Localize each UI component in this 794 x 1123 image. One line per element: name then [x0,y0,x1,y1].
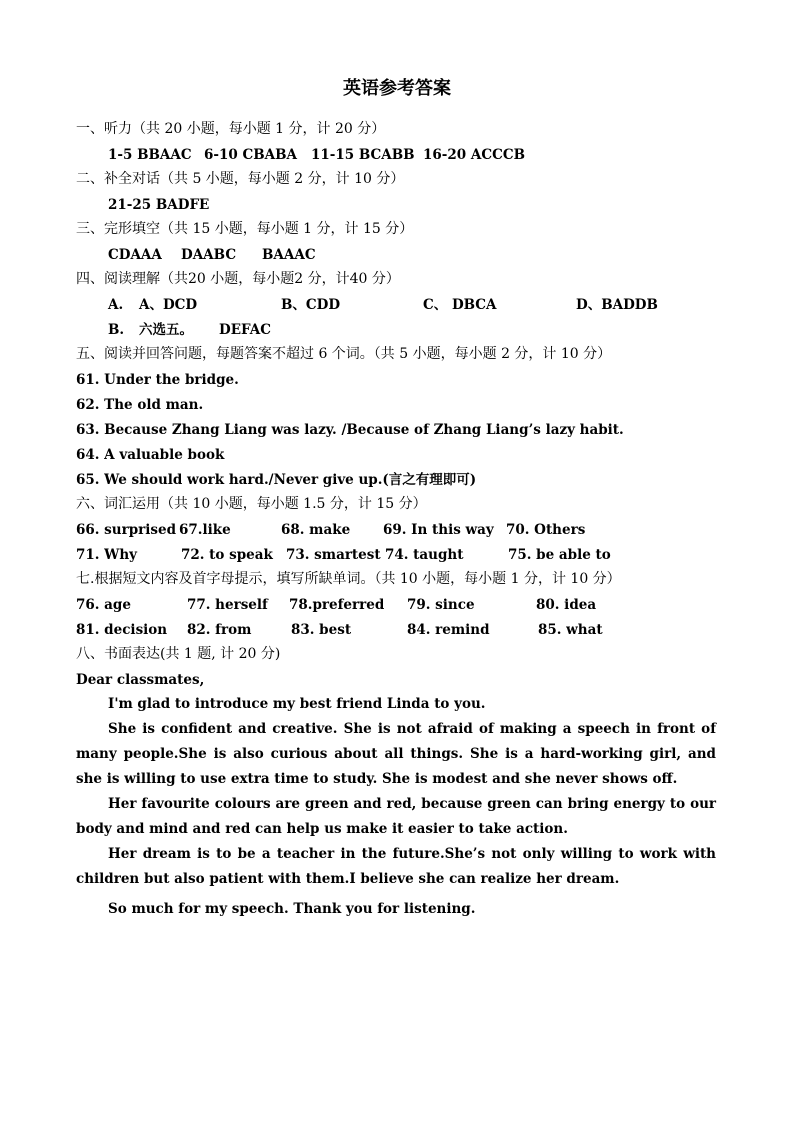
answer-item: 80. idea [536,597,597,613]
answer-63: 63. Because Zhang Liang was lazy. /Because of Zhang Liang’s lazy habit. [76,422,624,438]
essay-paragraph: Her favourite colours are green and red, because green can bring energy to our body and mind and red can help us make it easier to take action. [76,796,716,837]
section-5-header: 五、阅读并回答问题，每题答案不超过 6 个词。（共 5 小题，每小题 2 分，计 10 分） [76,346,612,362]
section-8-header: 八、书面表达(共 1 题, 计 20 分) [76,646,281,662]
essay-paragraph: She is confident and creative. She is not afraid of making a speech in front of many people.She is also curious about all things. She is a hard-working girl, and she is willing to use extra time to study. She is modest and she never shows off. [76,721,716,787]
section-2-answers: 21-25 BADFE [108,197,210,213]
answer-item: 84. remind [407,622,490,638]
answer-item: 66. surprised [76,522,177,538]
answer-62: 62. The old man. [76,397,204,413]
answer-item: 78.preferred [289,597,385,613]
section-1-header: 一、听力（共 20 小题，每小题 1 分，计 20 分） [76,121,386,137]
answer-group: 16-20 ACCCB [423,147,525,163]
section-3-header: 三、完形填空（共 15 小题，每小题 1 分，计 15 分） [76,221,414,237]
answer-group: A、DCD [139,297,198,313]
answer-group: CDAAA [108,247,162,263]
answer-group: DEFAC [219,322,272,338]
part-b-label: B. [108,322,125,338]
answer-61: 61. Under the bridge. [76,372,239,388]
answer-item: 75. be able to [508,547,611,563]
answer-item: 68. make [281,522,351,538]
answer-group: C、 DBCA [423,297,497,313]
section-6-header: 六、词汇运用（共 10 小题，每小题 1.5 分，计 15 分） [76,496,427,512]
answer-item: 81. decision [76,622,168,638]
answer-item: 72. to speak [181,547,273,563]
answer-item: 83. best [291,622,352,638]
answer-group: BAAAC [262,247,316,263]
section-7-header: 七.根据短文内容及首字母提示，填写所缺单词。（共 10 小题，每小题 1 分，计 10 分） [76,571,621,587]
answer-group: 11-15 BCABB [311,147,415,163]
answer-item: 82. from [187,622,252,638]
answer-group: DAABC [181,247,237,263]
answer-item: 74. taught [385,547,464,563]
answer-65: 65. We should work hard./Never give up.(言之有理即可) [76,472,477,488]
answer-item: 76. age [76,597,131,613]
answer-group: 1-5 BBAAC [108,147,192,163]
essay-paragraph: I'm glad to introduce my best friend Linda to you. [108,696,486,712]
answer-item: 85. what [538,622,603,638]
answer-item: 70. Others [506,522,586,538]
answer-item: 67.like [179,522,231,538]
essay-greeting: Dear classmates, [76,672,205,688]
answer-item: 69. In this way [383,522,494,538]
section-4-header: 四、阅读理解（共20 小题，每小题2 分，计40 分） [76,271,400,287]
page-title: 英语参考答案 [343,78,451,99]
section-2-header: 二、补全对话（共 5 小题，每小题 2 分，计 10 分） [76,171,405,187]
answer-item: 73. smartest [286,547,381,563]
answer-item: 77. herself [187,597,268,613]
answer-item: 71. Why [76,547,138,563]
answer-group: B、CDD [281,297,341,313]
answer-64: 64. A valuable book [76,447,225,463]
essay-paragraph: Her dream is to be a teacher in the future.She’s not only willing to work with children but also patient with them.I believe she can realize her dream. [76,846,716,887]
answer-group: D、BADDB [576,297,658,313]
answer-item: 79. since [407,597,475,613]
part-b-text: 六选五。 [139,322,193,338]
answer-group: 6-10 CBABA [204,147,297,163]
part-a-label: A. [108,297,124,313]
essay-paragraph: So much for my speech. Thank you for listening. [108,901,476,917]
